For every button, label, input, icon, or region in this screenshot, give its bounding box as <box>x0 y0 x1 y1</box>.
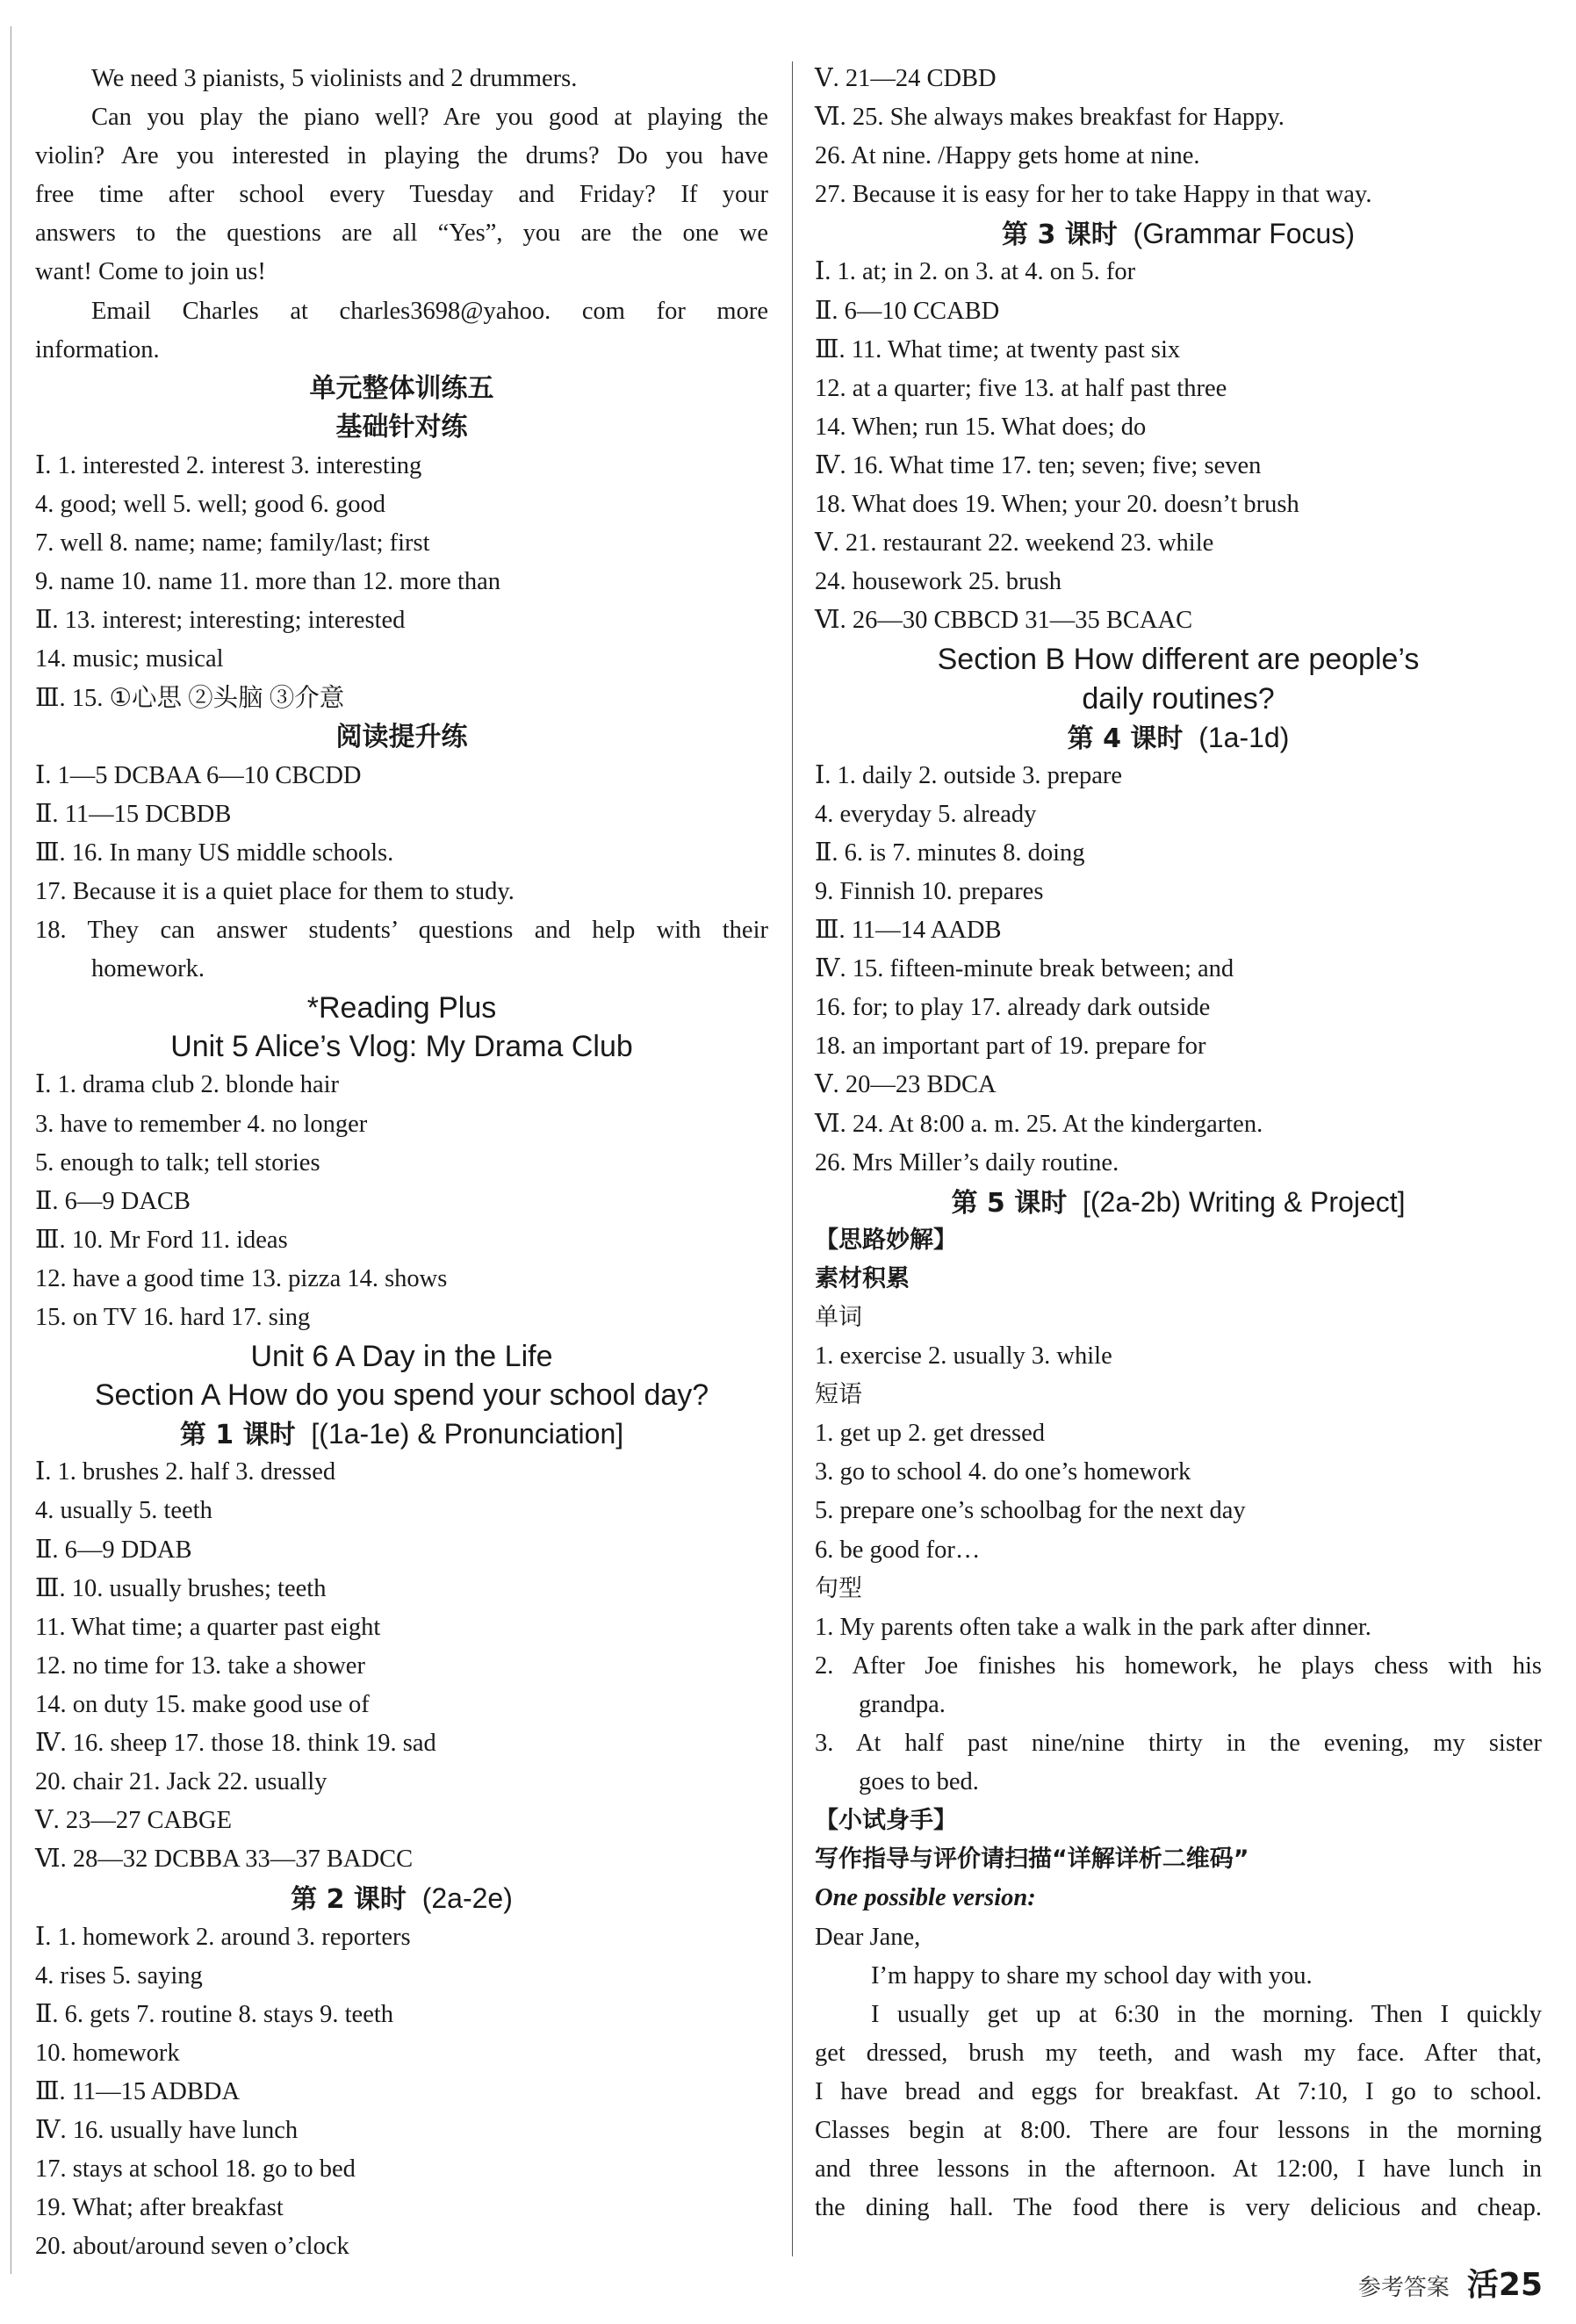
answer-line: 14. When; run 15. What does; do <box>815 413 1147 441</box>
lesson-topic: (2a-2e) <box>421 1882 513 1915</box>
letter-line: and three lessons in the afternoon. At 12:00, I have lunch in <box>815 2155 1542 2184</box>
left-column <box>35 60 768 2266</box>
answer-line: 4. good; well 5. well; good 6. good <box>35 491 385 519</box>
answer-line: Ⅰ. 1. homework 2. around 3. reporters <box>35 1923 411 1951</box>
answer-line: 12. no time for 13. take a shower <box>35 1651 365 1680</box>
answer-line: Ⅱ. 6. is 7. minutes 8. doing <box>815 838 1085 867</box>
answer-line: 4. usually 5. teeth <box>35 1497 212 1525</box>
ad-line: violin? Are you interested in playing the drums? Do you have <box>35 142 768 170</box>
basic-practice-title: 基础针对练 <box>335 411 468 442</box>
answer-line: Ⅳ. 16. What time 17. ten; seven; five; seven <box>815 451 1262 479</box>
answer-line: Ⅱ. 6—10 CCABD <box>815 297 1000 325</box>
phrase-line: 6. be good for… <box>815 1536 981 1564</box>
answer-line: 17. stays at school 18. go to bed <box>35 2155 356 2184</box>
lesson-number: 第 4 课时 <box>1067 723 1184 754</box>
ad-line: free time after school every Tuesday and Friday? If your <box>35 181 768 209</box>
answer-line: 26. Mrs Miller’s daily routine. <box>815 1148 1119 1176</box>
ad-line: Can you play the piano well? Are you good at playing the <box>91 104 768 132</box>
ad-line: information. <box>35 335 160 363</box>
section-a-title: Section A How do you spend your school day? <box>94 1378 709 1413</box>
answer-line: 9. Finnish 10. prepares <box>815 877 1044 905</box>
answer-line: 14. music; musical <box>35 645 224 673</box>
answer-line: 10. homework <box>35 2039 180 2067</box>
lesson4-title <box>815 718 1542 757</box>
phrase-line: 3. go to school 4. do one’s homework <box>815 1458 1191 1486</box>
ad-line: want! Come to join us! <box>35 258 266 286</box>
answer-line: 4. rises 5. saying <box>35 1961 203 1989</box>
lesson-topic: [(1a-1e) & Pronunciation] <box>311 1418 624 1450</box>
phrases-label: 短语 <box>815 1381 862 1409</box>
page-footer <box>1358 2260 1543 2305</box>
answer-line: 3. have to remember 4. no longer <box>35 1110 368 1138</box>
footer-label: 参考答案 <box>1357 2275 1450 2301</box>
answer-line: Ⅵ. 28—32 DCBBA 33—37 BADCC <box>35 1846 414 1874</box>
answer-line: Ⅴ. 21. restaurant 22. weekend 23. while <box>815 529 1214 558</box>
ad-line: We need 3 pianists, 5 violinists and 2 drummers. <box>91 65 578 92</box>
answer-line: Ⅲ. 11—15 ADBDA <box>35 2077 241 2105</box>
ad-line: Email Charles at charles3698@yahoo. com for more <box>91 297 768 325</box>
answer-line: 5. enough to talk; tell stories <box>35 1148 320 1176</box>
answer-line: Ⅲ. 10. usually brushes; teeth <box>35 1574 327 1602</box>
lesson1-title <box>35 1414 768 1453</box>
letter-line: Classes begin at 8:00. There are four lessons in the morning <box>815 2116 1542 2144</box>
letter-greeting: Dear Jane, <box>815 1923 921 1951</box>
answer-line: Ⅱ. 11—15 DCBDB <box>35 800 232 828</box>
letter-line: get dressed, brush my teeth, and wash my face. After that, <box>815 2039 1542 2067</box>
letter-line: I have bread and eggs for breakfast. At 7:10, I go to school. <box>815 2077 1542 2105</box>
answer-line: 7. well 8. name; name; family/last; first <box>35 529 430 558</box>
phrase-line: 1. get up 2. get dressed <box>815 1420 1045 1448</box>
answer-line: Ⅵ. 26—30 CBBCD 31—35 BCAAC <box>815 607 1193 635</box>
answer-line: Ⅴ. 23—27 CABGE <box>35 1807 233 1835</box>
lesson-number: 第 1 课时 <box>179 1420 296 1451</box>
unit6-title: Unit 6 A Day in the Life <box>250 1340 553 1374</box>
words-line: 1. exercise 2. usually 3. while <box>815 1342 1112 1371</box>
answer-line: Ⅱ. 6—9 DACB <box>35 1187 191 1215</box>
reading-plus-subtitle: Unit 5 Alice’s Vlog: My Drama Club <box>170 1030 633 1064</box>
answer-line: 4. everyday 5. already <box>815 800 1037 828</box>
answer-line: Ⅱ. 13. interest; interesting; interested <box>35 607 406 635</box>
answer-line: 27. Because it is easy for her to take Happy in that way. <box>815 181 1372 209</box>
sentence-line: 1. My parents often take a walk in the park after dinner. <box>815 1613 1371 1641</box>
sentence-line: goes to bed. <box>859 1768 979 1796</box>
answer-line: Ⅴ. 21—24 CDBD <box>815 65 997 92</box>
answer-line: 12. at a quarter; five 13. at half past three <box>815 374 1227 402</box>
answer-line: Ⅲ. 10. Mr Ford 11. ideas <box>35 1226 288 1254</box>
page-number: 活25 <box>1466 2267 1543 2303</box>
answer-line: Ⅱ. 6—9 DDAB <box>35 1536 192 1564</box>
reading-plus-title: *Reading Plus <box>306 991 497 1025</box>
answer-line: 16. for; to play 17. already dark outside <box>815 994 1211 1022</box>
lesson-number: 第 2 课时 <box>291 1884 407 1916</box>
writing-guide: 写作指导与评价请扫描“详解详析二维码” <box>815 1846 1249 1874</box>
try-label: 【小试身手】 <box>815 1807 957 1835</box>
sentence-line: grandpa. <box>859 1690 946 1718</box>
answer-line: 19. What; after breakfast <box>35 2194 284 2222</box>
answer-line: Ⅲ. 11. What time; at twenty past six <box>815 335 1181 363</box>
letter-line: I’m happy to share my school day with you. <box>871 1961 1313 1989</box>
answer-line: 20. about/around seven o’clock <box>35 2233 349 2261</box>
answer-line: homework. <box>91 955 205 983</box>
answer-line: Ⅳ. 16. usually have lunch <box>35 2116 299 2144</box>
sentences-label: 句型 <box>815 1574 862 1602</box>
sentence-line: 3. At half past nine/nine thirty in the evening, my sister <box>815 1730 1542 1758</box>
answer-line: Ⅲ. 16. In many US middle schools. <box>35 838 394 867</box>
section-b-title: Section B How different are people’s <box>937 643 1420 677</box>
answer-line: Ⅴ. 20—23 BDCA <box>815 1071 997 1099</box>
lesson-topic: (Grammar Focus) <box>1133 218 1355 250</box>
answer-line: 18. What does 19. When; your 20. doesn’t brush <box>815 491 1299 519</box>
letter-line: I usually get up at 6:30 in the morning. Then I quickly <box>871 2000 1542 2028</box>
answer-line: Ⅰ. 1. drama club 2. blonde hair <box>35 1071 340 1099</box>
lesson2-title <box>35 1879 768 1917</box>
words-label: 单词 <box>815 1304 862 1331</box>
right-column <box>815 60 1542 2227</box>
reading-practice-title: 阅读提升练 <box>335 721 468 752</box>
answer-line: 9. name 10. name 11. more than 12. more than <box>35 568 501 596</box>
answer-line: Ⅰ. 1. at; in 2. on 3. at 4. on 5. for <box>815 258 1136 286</box>
answer-line: 24. housework 25. brush <box>815 568 1062 596</box>
answer-line: Ⅰ. 1. brushes 2. half 3. dressed <box>35 1458 336 1486</box>
lesson5-title <box>815 1183 1542 1221</box>
answer-line: Ⅰ. 1. interested 2. interest 3. interesting <box>35 451 422 479</box>
answer-line: 15. on TV 16. hard 17. sing <box>35 1304 311 1331</box>
answer-line: 26. At nine. /Happy gets home at nine. <box>815 142 1200 170</box>
lesson-topic: [(2a-2b) Writing & Project] <box>1083 1185 1406 1218</box>
possible-version-label: One possible version: <box>815 1884 1036 1912</box>
answer-line: 18. They can answer students’ questions and help with their <box>35 917 768 945</box>
answer-line: Ⅳ. 15. fifteen-minute break between; and <box>815 955 1234 983</box>
lesson-number: 第 5 课时 <box>951 1187 1068 1219</box>
column-divider <box>792 61 793 2256</box>
answer-line: Ⅲ. 11—14 AADB <box>815 917 1002 945</box>
answer-line: Ⅳ. 16. sheep 17. those 18. think 19. sad <box>35 1730 436 1758</box>
answer-line: 20. chair 21. Jack 22. usually <box>35 1768 327 1796</box>
answer-line: Ⅵ. 25. She always makes breakfast for Happy. <box>815 104 1285 132</box>
answer-line: 11. What time; a quarter past eight <box>35 1613 381 1641</box>
answer-line: 14. on duty 15. make good use of <box>35 1690 370 1718</box>
answer-line: Ⅰ. 1. daily 2. outside 3. prepare <box>815 761 1123 789</box>
material-label: 素材积累 <box>815 1264 910 1292</box>
lesson3-title <box>815 214 1542 253</box>
unit5-title: 单元整体训练五 <box>309 372 494 404</box>
answer-line: Ⅱ. 6. gets 7. routine 8. stays 9. teeth <box>35 2000 394 2028</box>
answer-line: 12. have a good time 13. pizza 14. shows <box>35 1264 448 1292</box>
answer-line: 17. Because it is a quiet place for them to study. <box>35 877 515 905</box>
thinking-label: 【思路妙解】 <box>815 1226 957 1254</box>
section-b-title-cont: daily routines? <box>1082 681 1275 716</box>
answer-line: Ⅵ. 24. At 8:00 a. m. 25. At the kindergarten. <box>815 1110 1263 1138</box>
phrase-line: 5. prepare one’s schoolbag for the next day <box>815 1497 1246 1525</box>
lesson-number: 第 3 课时 <box>1002 219 1118 251</box>
sentence-line: 2. After Joe finishes his homework, he plays chess with his <box>815 1651 1542 1680</box>
answer-line: Ⅰ. 1—5 DCBAA 6—10 CBCDD <box>35 761 362 789</box>
answer-line: 18. an important part of 19. prepare for <box>815 1032 1206 1061</box>
ad-line: answers to the questions are all “Yes”, you are the one we <box>35 219 768 248</box>
answer-line: Ⅲ. 15. ①心思 ②头脑 ③介意 <box>35 684 345 712</box>
lesson-topic: (1a-1d) <box>1198 721 1290 753</box>
letter-line: the dining hall. The food there is very delicious and cheap. <box>815 2194 1542 2222</box>
